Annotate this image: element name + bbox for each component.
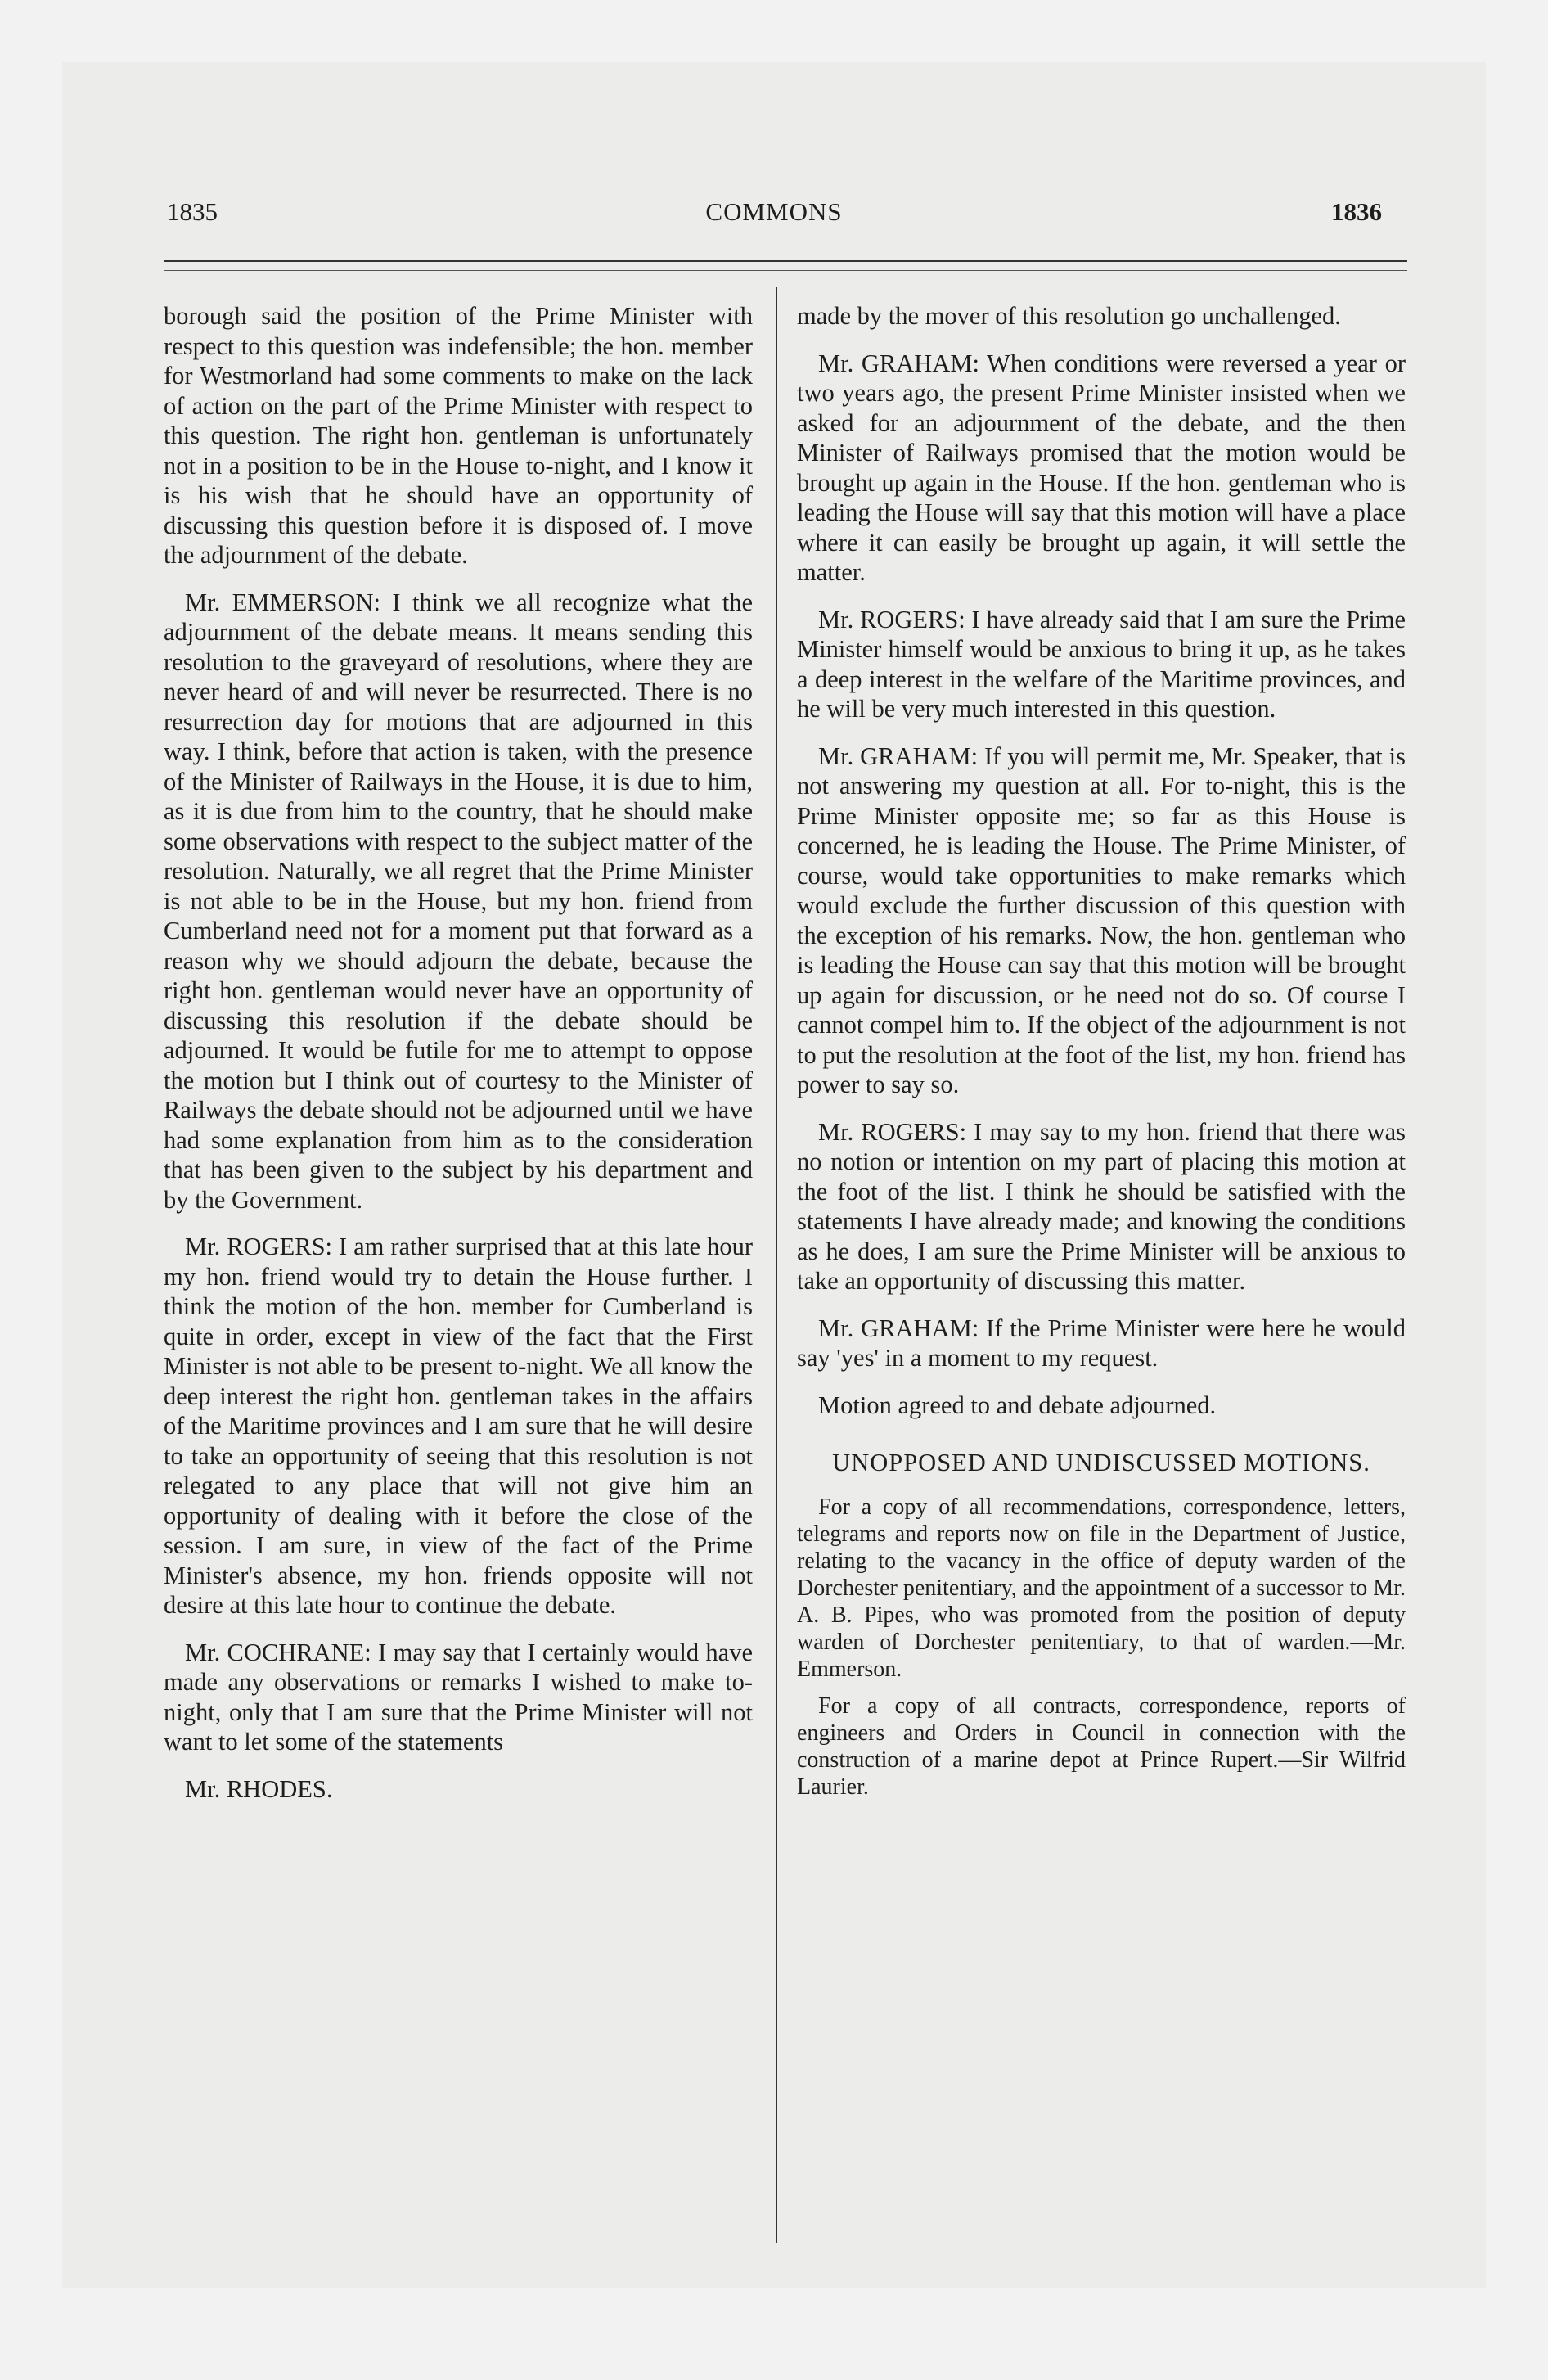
page-number-right: 1836 [1331,197,1382,226]
header-rule-thin [164,270,1407,271]
footer-speaker: Mr. RHODES. [185,1774,333,1803]
section-heading: UNOPPOSED AND UNDISCUSSED MOTIONS. [832,1449,1370,1476]
header-rule-thick [164,260,1407,262]
paragraph: Mr. COCHRANE: I may say that I certainly would have made any observations or remarks I wished to make to-night, only that I am sure that the Prime Minister will not want to let some of the statements [164,1638,753,1756]
paragraph: Mr. ROGERS: I may say to my hon. friend that there was no notion or intention on my part of placing this motion at the foot of the list. I think he should be satisfied with the statements I have already made; and knowing the conditions as he does, I am sure the Prime Minister will be anxious to take an opportunity of discussing this matter. [797,1117,1406,1295]
paragraph: Mr. GRAHAM: When conditions were reversed a year or two years ago, the present Prime Minister insisted when we asked for an adjournment of the debate, and the then Minister of Railways promised that the motion would be brought up again in the House. If the hon. gentleman who is leading the House will say that this motion will have a place where it can easily be brought up again, it will settle the matter. [797,349,1406,586]
paragraph: borough said the position of the Prime Minister with respect to this question was indefensible; the hon. member for Westmorland had some comments to make on the lack of action on the part of the Prime Minister with respect to this question. The right hon. gentleman is unfortunately not in a position to be in the House to-night, and I know it is his wish that he should have an opportunity of discussing this question before it is disposed of. I move the adjournment of the debate. [164,302,753,569]
right-column [797,301,1406,1810]
motion-item: For a copy of all recommendations, correspondence, letters, telegrams and reports now on file in the Department of Justice, relating to the vacancy in the office of deputy warden of the Dorchester penitentiary, and the appointment of a successor to Mr. A. B. Pipes, who was promoted from the position of deputy warden of Dorchester penitentiary, to that of warden.—Mr. Emmerson. [797,1494,1406,1682]
left-column [164,301,753,1804]
header-title: COMMONS [705,197,843,226]
paragraph: Motion agreed to and debate adjourned. [818,1391,1217,1419]
motion-item: For a copy of all contracts, correspondence, reports of engineers and Orders in Council in connection with the construction of a marine depot at Prince Rupert.—Sir Wilfrid Laurier. [797,1693,1406,1800]
paragraph: Mr. EMMERSON: I think we all recognize what the adjournment of the debate means. It means sending this resolution to the graveyard of resolutions, where they are never heard of and will never be resurrected. There is no resurrection day for motions that are adjourned in this way. I think, before that action is taken, with the presence of the Minister of Railways in the House, it is due to him, as it is due from him to the country, that he should make some observations with respect to the subject matter of the resolution. Naturally, we all regret that the Prime Minister is not able to be in the House, but my hon. friend from Cumberland need not for a moment put that forward as a reason why we should adjourn the debate, because the right hon. gentleman would never have an opportunity of discussing this resolution if the debate should be adjourned. It would be futile for me to attempt to oppose the motion but I think out of courtesy to the Minister of Railways the debate should not be adjourned until we have had some explanation from him as to the consideration that has been given to the subject by his department and by the Government. [164,588,753,1214]
paragraph: Mr. ROGERS: I am rather surprised that at this late hour my hon. friend would try to detain the House further. I think the motion of the hon. member for Cumberland is quite in order, except in view of the fact that the First Minister is not able to be present to-night. We all know the deep interest the right hon. gentleman takes in the affairs of the Maritime provinces and I am sure that he will desire to take an opportunity of seeing that this resolution is not relegated to any place that will not give him an opportunity of dealing with it before the close of the session. I am sure, in view of the fact of the Prime Minister's absence, my hon. friends opposite will not desire at this late hour to continue the debate. [164,1233,753,1619]
page-number-left: 1835 [167,197,218,226]
paragraph: made by the mover of this resolution go unchallenged. [797,302,1341,330]
paragraph: Mr. ROGERS: I have already said that I am sure the Prime Minister himself would be anxious to bring it up, as he takes a deep interest in the welfare of the Maritime provinces, and he will be very much interested in this question. [797,605,1406,723]
paragraph: Mr. GRAHAM: If you will permit me, Mr. Speaker, that is not answering my question at all. For to-night, this is the Prime Minister opposite me; so far as this House is concerned, he is leading the House. The Prime Minister, of course, would take opportunities to make remarks which would exclude the further discussion of this question with the exception of his remarks. Now, the hon. gentleman who is leading the House can say that this motion will be brought up again for discussion, or he need not do so. Of course I cannot compel him to. If the object of the adjournment is not to put the resolution at the foot of the list, my hon. friend has power to say so. [797,741,1406,1098]
document-page [62,62,1486,2288]
column-divider [776,287,777,2243]
paragraph: Mr. GRAHAM: If the Prime Minister were here he would say 'yes' in a moment to my request. [797,1314,1406,1372]
